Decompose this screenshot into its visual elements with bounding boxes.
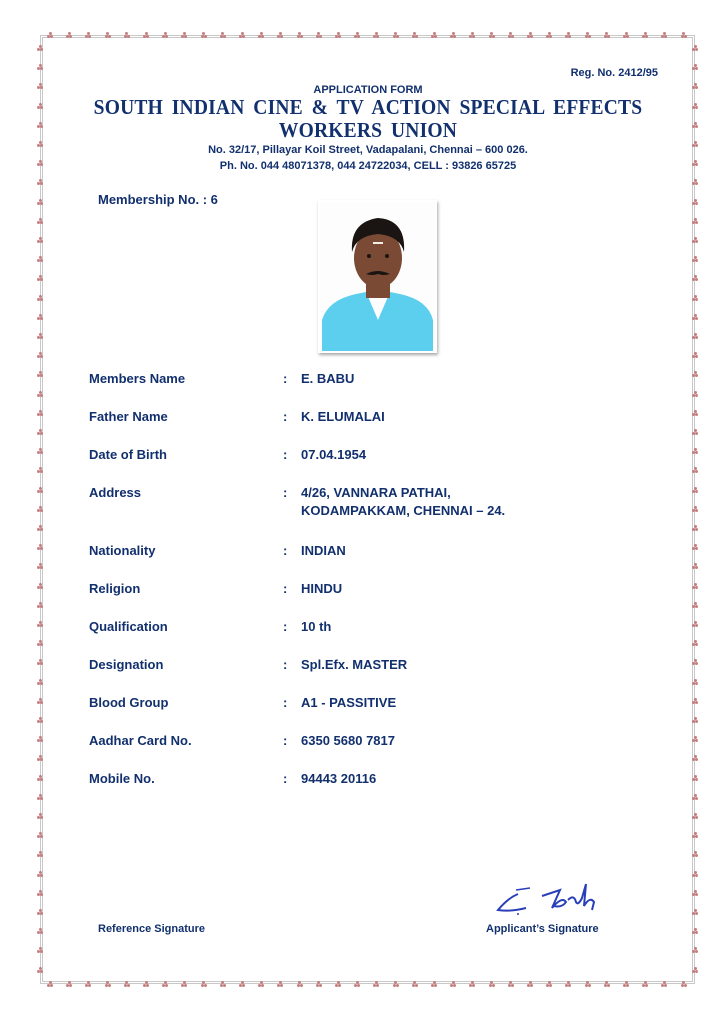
ornament-icon bbox=[85, 981, 91, 987]
field-colon: : bbox=[283, 447, 288, 462]
ornament-icon bbox=[37, 391, 43, 397]
field-value: E. BABU bbox=[301, 371, 355, 386]
ornament-icon bbox=[37, 275, 43, 281]
ornament-icon bbox=[692, 659, 698, 665]
ornament-icon bbox=[692, 314, 698, 320]
ornament-icon bbox=[585, 32, 591, 38]
field-label: Nationality bbox=[89, 543, 156, 558]
ornament-icon bbox=[316, 981, 322, 987]
ornament-icon bbox=[692, 621, 698, 627]
ornament-icon bbox=[37, 947, 43, 953]
member-photo bbox=[318, 200, 437, 353]
ornament-icon bbox=[604, 32, 610, 38]
ornament-icon bbox=[37, 544, 43, 550]
ornament-icon bbox=[220, 981, 226, 987]
membership-number: Membership No. : 6 bbox=[98, 192, 218, 207]
ornament-icon bbox=[692, 832, 698, 838]
shirt bbox=[322, 292, 433, 351]
ornament-icon bbox=[201, 32, 207, 38]
ornament-icon bbox=[37, 967, 43, 973]
organization-address: No. 32/17, Pillayar Koil Street, Vadapalani, Chennai – 600 026. bbox=[208, 144, 528, 156]
ornament-icon bbox=[692, 679, 698, 685]
ornament-icon bbox=[692, 506, 698, 512]
ornament-icon bbox=[37, 909, 43, 915]
reference-signature-label: Reference Signature bbox=[98, 923, 205, 935]
ornament-icon bbox=[546, 981, 552, 987]
field-colon: : bbox=[283, 695, 288, 710]
organization-title-line2: WORKERS UNION bbox=[278, 118, 458, 142]
ornament-icon bbox=[565, 32, 571, 38]
ornament-icon bbox=[37, 295, 43, 301]
ornament-icon bbox=[37, 794, 43, 800]
ornament-icon bbox=[681, 32, 687, 38]
field-colon: : bbox=[283, 733, 288, 748]
ornament-icon bbox=[37, 851, 43, 857]
ornament-icon bbox=[469, 32, 475, 38]
field-value: 4/26, VANNARA PATHAI, KODAMPAKKAM, CHENNAI – 24. bbox=[301, 485, 506, 518]
ornament-icon bbox=[450, 32, 456, 38]
ornament-icon bbox=[431, 32, 437, 38]
ornament-icon bbox=[692, 429, 698, 435]
ornament-icon bbox=[47, 32, 53, 38]
ornament-icon bbox=[373, 32, 379, 38]
ornament-icon bbox=[692, 717, 698, 723]
field-label: Members Name bbox=[89, 371, 186, 386]
ornament-icon bbox=[37, 506, 43, 512]
ornament-icon bbox=[692, 813, 698, 819]
ornament-icon bbox=[37, 410, 43, 416]
ornament-icon bbox=[85, 32, 91, 38]
field-label: Mobile No. bbox=[89, 771, 155, 786]
ornament-icon bbox=[37, 487, 43, 493]
field-colon: : bbox=[283, 581, 288, 596]
ornament-icon bbox=[692, 256, 698, 262]
field-colon: : bbox=[283, 619, 288, 634]
ornament-icon bbox=[692, 179, 698, 185]
ornament-icon bbox=[642, 981, 648, 987]
ornament-icon bbox=[258, 32, 264, 38]
ornament-icon bbox=[220, 32, 226, 38]
ornament-icon bbox=[37, 679, 43, 685]
ornament-icon bbox=[239, 32, 245, 38]
ornament-icon bbox=[335, 981, 341, 987]
ornament-icon bbox=[37, 45, 43, 51]
ornament-icon bbox=[373, 981, 379, 987]
ornament-icon bbox=[692, 218, 698, 224]
ornament-icon bbox=[37, 237, 43, 243]
field-colon: : bbox=[283, 409, 288, 424]
ornament-icon bbox=[692, 602, 698, 608]
ornament-icon bbox=[692, 333, 698, 339]
registration-number: Reg. No. 2412/95 bbox=[570, 67, 658, 79]
ornament-icon bbox=[335, 32, 341, 38]
ornament-icon bbox=[692, 736, 698, 742]
ornament-icon bbox=[124, 32, 130, 38]
ornament-icon bbox=[692, 640, 698, 646]
field-value: 94443 20116 bbox=[301, 771, 377, 786]
ornament-icon bbox=[692, 698, 698, 704]
ornament-icon bbox=[354, 32, 360, 38]
ornament-icon bbox=[37, 755, 43, 761]
ornament-icon bbox=[37, 583, 43, 589]
ornament-icon bbox=[37, 640, 43, 646]
ornament-icon bbox=[258, 981, 264, 987]
ornament-icon bbox=[37, 563, 43, 569]
form-type-heading: APPLICATION FORM bbox=[313, 84, 423, 96]
applicant-signature-image bbox=[490, 880, 610, 920]
field-label: Aadhar Card No. bbox=[89, 733, 192, 748]
field-label: Blood Group bbox=[89, 695, 169, 710]
ornament-icon bbox=[162, 32, 168, 38]
field-value: K. ELUMALAI bbox=[301, 409, 385, 424]
eye-left bbox=[367, 254, 371, 258]
field-value: 10 th bbox=[301, 619, 332, 634]
field-label: Date of Birth bbox=[89, 447, 167, 462]
portrait-illustration bbox=[318, 200, 437, 353]
field-value: A1 - PASSITIVE bbox=[301, 695, 397, 710]
ornament-icon bbox=[37, 429, 43, 435]
ornament-icon bbox=[692, 563, 698, 569]
ornament-icon bbox=[316, 32, 322, 38]
field-value: 6350 5680 7817 bbox=[301, 733, 395, 748]
ornament-icon bbox=[692, 851, 698, 857]
ornament-icon bbox=[143, 32, 149, 38]
ornament-icon bbox=[37, 621, 43, 627]
ornament-icon bbox=[692, 967, 698, 973]
ornament-icon bbox=[37, 64, 43, 70]
field-value: HINDU bbox=[301, 581, 343, 596]
ornament-icon bbox=[37, 467, 43, 473]
ornament-icon bbox=[692, 467, 698, 473]
ornament-icon bbox=[489, 32, 495, 38]
ornament-icon bbox=[181, 32, 187, 38]
ornament-icon bbox=[37, 333, 43, 339]
ornament-icon bbox=[37, 813, 43, 819]
ornament-icon bbox=[393, 981, 399, 987]
ornament-icon bbox=[393, 32, 399, 38]
ornament-icon bbox=[692, 275, 698, 281]
applicant-signature-label: Applicant’s Signature bbox=[486, 923, 599, 935]
ornament-icon bbox=[692, 871, 698, 877]
field-colon: : bbox=[283, 657, 288, 672]
ornament-icon bbox=[692, 947, 698, 953]
field-value: Spl.Efx. MASTER bbox=[301, 657, 408, 672]
ornament-icon bbox=[105, 32, 111, 38]
ornament-icon bbox=[431, 981, 437, 987]
ornament-icon bbox=[692, 237, 698, 243]
ornament-icon bbox=[37, 775, 43, 781]
ornament-icon bbox=[692, 352, 698, 358]
ornament-icon bbox=[692, 525, 698, 531]
ornament-icon bbox=[37, 832, 43, 838]
ornament-icon bbox=[143, 981, 149, 987]
ornament-icon bbox=[37, 525, 43, 531]
ornament-icon bbox=[450, 981, 456, 987]
ornament-icon bbox=[692, 199, 698, 205]
ornament-icon bbox=[297, 32, 303, 38]
ornament-icon bbox=[692, 371, 698, 377]
field-colon: : bbox=[283, 371, 288, 386]
ornament-icon bbox=[508, 32, 514, 38]
ornament-icon bbox=[37, 199, 43, 205]
ornament-icon bbox=[692, 794, 698, 800]
ornament-icon bbox=[412, 32, 418, 38]
ornament-icon bbox=[527, 32, 533, 38]
ornament-icon bbox=[661, 981, 667, 987]
ornament-icon bbox=[37, 371, 43, 377]
ornament-icon bbox=[105, 981, 111, 987]
ornament-icon bbox=[37, 698, 43, 704]
ornament-icon bbox=[162, 981, 168, 987]
ornament-icon bbox=[681, 981, 687, 987]
field-label: Father Name bbox=[89, 409, 168, 424]
ornament-icon bbox=[37, 314, 43, 320]
ornament-icon bbox=[585, 981, 591, 987]
organization-title-line1: SOUTH INDIAN CINE & TV ACTION SPECIAL EFFECTS bbox=[93, 95, 643, 119]
ornament-icon bbox=[181, 981, 187, 987]
ornament-icon bbox=[37, 602, 43, 608]
ornament-icon bbox=[37, 448, 43, 454]
ornament-icon bbox=[37, 736, 43, 742]
ornament-icon bbox=[623, 981, 629, 987]
ornament-icon bbox=[642, 32, 648, 38]
ornament-icon bbox=[692, 64, 698, 70]
ornament-icon bbox=[66, 32, 72, 38]
field-value: 07.04.1954 bbox=[301, 447, 367, 462]
ornament-icon bbox=[277, 981, 283, 987]
ornament-icon bbox=[201, 981, 207, 987]
ornament-icon bbox=[661, 32, 667, 38]
ornament-icon bbox=[692, 890, 698, 896]
ornament-icon bbox=[692, 544, 698, 550]
field-colon: : bbox=[283, 485, 288, 500]
field-label: Religion bbox=[89, 581, 141, 596]
field-value: INDIAN bbox=[301, 543, 346, 558]
ornament-icon bbox=[692, 909, 698, 915]
ornament-icon bbox=[692, 448, 698, 454]
ornament-icon bbox=[692, 45, 698, 51]
ornament-icon bbox=[37, 179, 43, 185]
ornament-icon bbox=[412, 981, 418, 987]
field-colon: : bbox=[283, 543, 288, 558]
ornament-icon bbox=[37, 717, 43, 723]
field-label: Address bbox=[89, 485, 142, 500]
ornament-icon bbox=[546, 32, 552, 38]
ornament-icon bbox=[692, 391, 698, 397]
ornament-icon bbox=[37, 256, 43, 262]
ornament-icon bbox=[508, 981, 514, 987]
ornament-icon bbox=[354, 981, 360, 987]
ornament-icon bbox=[604, 981, 610, 987]
ornament-icon bbox=[37, 871, 43, 877]
field-label: Designation bbox=[89, 657, 164, 672]
ornament-icon bbox=[692, 755, 698, 761]
ornament-icon bbox=[623, 32, 629, 38]
eye-right bbox=[385, 254, 389, 258]
ornament-icon bbox=[692, 928, 698, 934]
ornament-icon bbox=[527, 981, 533, 987]
ornament-icon bbox=[277, 32, 283, 38]
ornament-icon bbox=[37, 218, 43, 224]
ornament-icon bbox=[37, 890, 43, 896]
organization-phone: Ph. No. 044 48071378, 044 24722034, CELL : 93826 65725 bbox=[219, 160, 517, 172]
ornament-icon bbox=[489, 981, 495, 987]
ornament-icon bbox=[297, 981, 303, 987]
ornament-icon bbox=[37, 352, 43, 358]
ornament-icon bbox=[692, 410, 698, 416]
field-colon: : bbox=[283, 771, 288, 786]
ornament-icon bbox=[66, 981, 72, 987]
ornament-icon bbox=[37, 659, 43, 665]
ornament-icon bbox=[692, 487, 698, 493]
ornament-icon bbox=[692, 775, 698, 781]
ornament-icon bbox=[124, 981, 130, 987]
ornament-icon bbox=[692, 295, 698, 301]
ornament-icon bbox=[47, 981, 53, 987]
ornament-icon bbox=[692, 583, 698, 589]
field-label: Qualification bbox=[89, 619, 168, 634]
ornament-icon bbox=[239, 981, 245, 987]
ornament-icon bbox=[469, 981, 475, 987]
ornament-icon bbox=[37, 928, 43, 934]
ornament-icon bbox=[565, 981, 571, 987]
